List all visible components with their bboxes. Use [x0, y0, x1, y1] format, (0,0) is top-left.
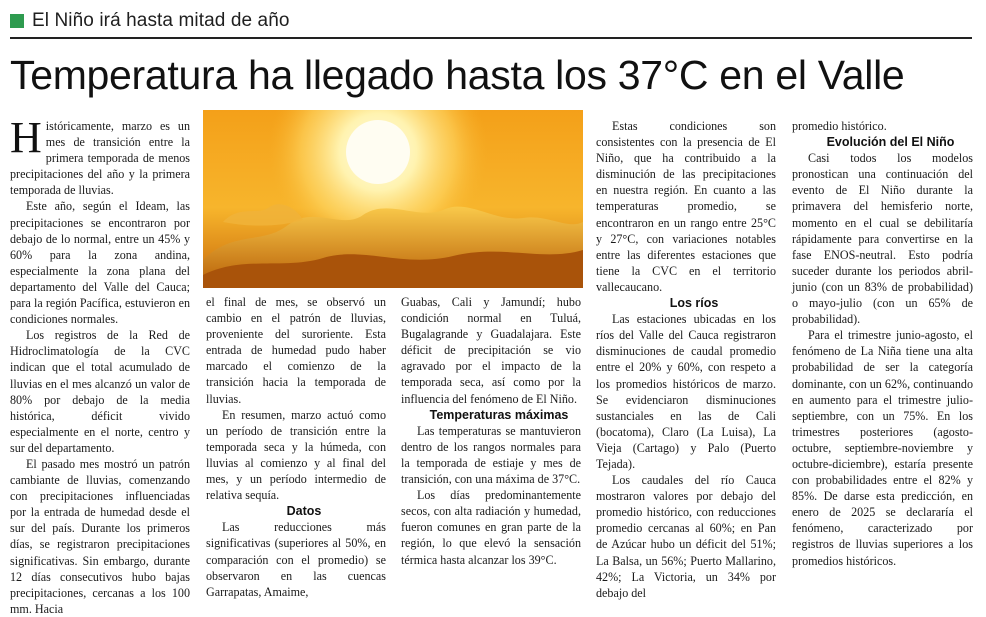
subheading-evolucion: Evolución del El Niño [826, 135, 955, 150]
article-column-2 [206, 294, 386, 600]
paragraph-text: istóricamente, marzo es un mes de transición entre la primera temporada de menos precipitaciones del año y la primera temporada de lluvias. [10, 119, 190, 198]
article-paragraph: Guabas, Cali y Jamundí; hubo condición normal en Tuluá, Bugalagrande y Guadalajara. Este déficit de precipitación se vio agravado por el impacto de la temporada seca, así como por la influencia del fenómeno de El Niño. [401, 295, 581, 406]
article-column-3 [401, 294, 581, 568]
section-kicker [10, 8, 290, 34]
drop-cap: H [10, 113, 42, 162]
article-paragraph: Los caudales del río Cauca mostraron valores por debajo del promedio histórico, con reducciones promedio cercanas al 60%; en Pan de Azúcar hubo un déficit del 51%; La Balsa, un 56%; Puerto Mallarino, 42%; La Victoria, un 34% por debajo del [596, 473, 776, 600]
article-paragraph: promedio histórico. [792, 119, 887, 133]
article-column-5 [792, 118, 973, 569]
article-paragraph: Este año, según el Ideam, las precipitaciones se encontraron por debajo de lo normal, entre un 45% y 60% para la zona andina, especialmente la zona plana del departamento del Valle del Cauca; para la región Pacífica, estuvieron en condiciones normales. [10, 199, 190, 327]
article-paragraph: el final de mes, se observó un cambio en el patrón de lluvias, proveniente del suroriente. Esta entrada de humedad pudo haber marcado el comienzo de la transición hacia la temporada de lluvias. [206, 295, 386, 406]
kicker-rule [10, 37, 972, 39]
headline: Temperatura ha llegado hasta los 37°C en el Valle [10, 52, 905, 98]
article-paragraph [10, 113, 190, 198]
sun-clouds-photo [203, 110, 583, 288]
article-paragraph: Los días predominantemente secos, con alta radiación y humedad, fueron comunes en gran parte de la región, lo que elevó la sensación térmica hasta alcanzar los 39°C. [401, 488, 581, 567]
article-paragraph: Las estaciones ubicadas en los ríos del Valle del Cauca registraron disminuciones de caudal promedio entre el 20% y 60%, con respeto a los promedios históricos de marzo. Se evidenciaron disminuciones sustanciales en las de Cali (bocatoma), Claro (La Luisa), La Vieja (Cartago) y Palo (Puerto Tejada). [596, 312, 776, 471]
article-paragraph: Para el trimestre junio-agosto, el fenómeno de La Niña tiene una alta probabilidad de ser la categoría dominante, con un 62%, continuando en aumento para el trimestre julio-septiembre, con un 75%. En los trimestres posteriores (agosto-octubre, septiembre-noviembre y octubre-diciembre), estaría presente con probabilidades entre el 82% y 85%. De darse esta predicción, en enero de 2025 se declararía el fenómeno, caracterizado por registros de lluvias superiores a los promedios históricos. [792, 328, 973, 568]
article-paragraph: Los registros de la Red de Hidroclimatología de la CVC indican que el total acumulado de lluvias en el mes alcanzó un valor de 80% por debajo de la media histórica, déficit vivido especialmente en el norte, centro y sur del departamento. [10, 328, 190, 455]
article-paragraph: Las reducciones más significativas (superiores al 50%, en comparación con el promedio) se observaron en las cuencas Garrapatas, Amaime, [206, 520, 386, 599]
subheading-datos: Datos [286, 504, 322, 519]
article-column-4 [596, 118, 776, 601]
article-paragraph: En resumen, marzo actuó como un período de transición entre la temporada seca y la húmeda, con lluvias al comienzo y al final del mes, y un período intermedio de relativa sequía. [206, 407, 386, 503]
article-column-1 [10, 113, 190, 617]
kicker-square-icon [10, 14, 24, 28]
article-paragraph: Casi todos los modelos pronostican una continuación del evento de El Niño durante la primavera del hemisferio norte, momento en el cual se debilitaría rápidamente para convertirse en la fase ENOS-neutral. Esto podría suceder durante los periodos abril-junio (con un 83% de probabilidad) o mayo-julio (con un 65% de probabilidad). [792, 151, 973, 327]
article-paragraph: El pasado mes mostró un patrón cambiante de lluvias, comenzando con precipitaciones influenciadas por la entrada de humedad desde el sur del país. Durante los primeros días, se registraron precipitaciones significativas. Sin embargo, durante 12 días consecutivos hubo bajas precipitaciones, cercanas a los 100 mm. Hacia [10, 456, 190, 616]
subheading-rios: Los ríos [669, 296, 719, 311]
article-paragraph: Las temperaturas se mantuvieron dentro de los rangos normales para la temporada de estiaje y mes de transición, con una máxima de 37°C. [401, 423, 581, 487]
subheading-temperaturas: Temperaturas máximas [429, 407, 569, 422]
kicker-text: El Niño irá hasta mitad de año [32, 10, 290, 31]
article-paragraph: Estas condiciones son consistentes con la presencia de El Niño, que ha contribuido a la disminución de las precipitaciones en nuestra región. En cuanto a las temperaturas promedio, se encontraron en un rango entre 25°C y 27°C, con variaciones notables entre las diferentes estaciones que tiene la CVC en el territorio vallecaucano. [596, 119, 776, 294]
